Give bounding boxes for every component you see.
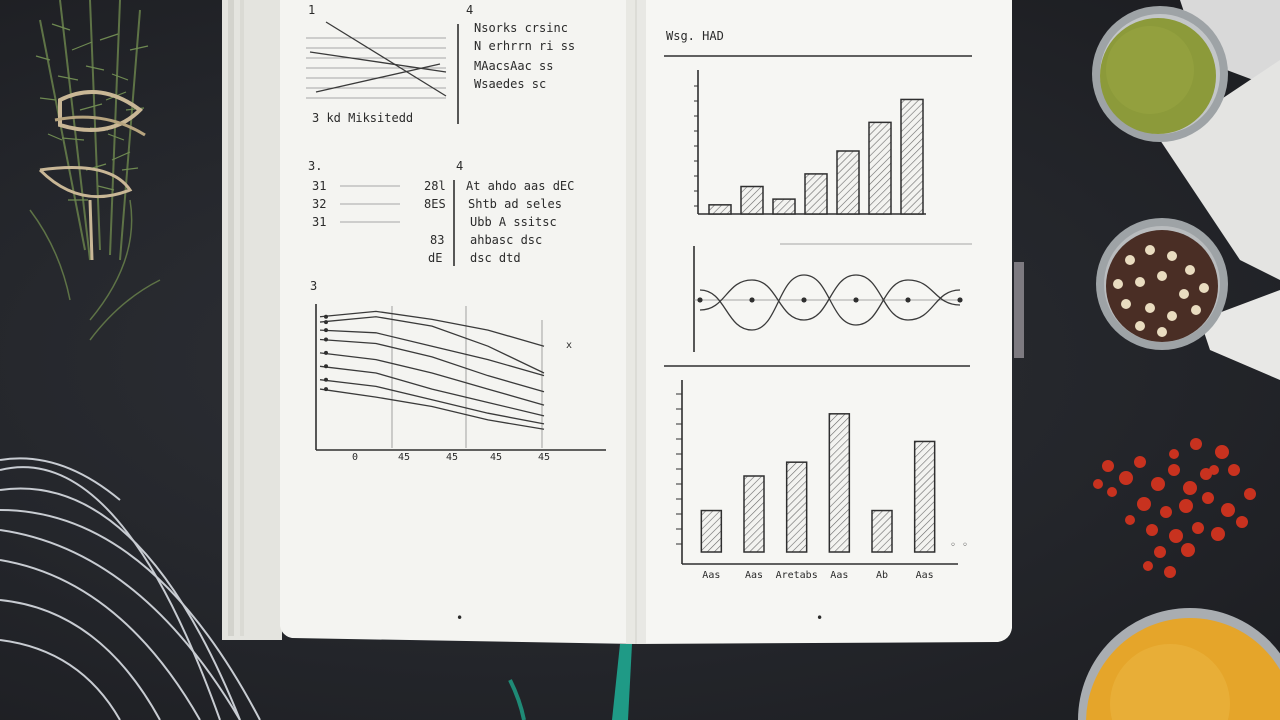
section-2-mid-1: 28l <box>424 179 446 193</box>
section-1-col-mark: 4 <box>466 3 474 17</box>
section-2-note-2: Shtb ad seles <box>468 197 562 211</box>
section-2-note-4: ahbasc dsc <box>470 233 543 247</box>
left-line-chart-x-tick: 0 <box>352 452 359 463</box>
left-line-chart-x-tick: 45 <box>398 452 411 463</box>
top-bar-chart-bar <box>805 174 827 214</box>
left-line-chart-point <box>324 387 328 391</box>
turmeric-bowl <box>1078 608 1280 720</box>
top-bar-chart-bar <box>869 122 891 214</box>
bottom-bar-chart-bar <box>872 511 892 552</box>
left-line-chart-note: x <box>566 340 573 351</box>
top-bar-chart-bar <box>741 187 763 214</box>
bottom-bar-chart-x-label: Aas <box>830 570 849 581</box>
bottom-bar-chart-x-label: Aretabs <box>775 570 818 581</box>
left-page-number: • <box>456 611 464 625</box>
section-2-code-1: 31 <box>312 179 327 193</box>
bottom-bar-chart-x-label: Aas <box>702 570 721 581</box>
wave-chart-point <box>958 298 963 303</box>
section-1-line-3: MAacsAac ss <box>474 59 554 73</box>
left-line-chart-point <box>324 364 328 368</box>
top-bar-chart-bar <box>773 199 795 214</box>
left-line-chart-point <box>324 320 328 324</box>
section-2-note-5: dsc dtd <box>470 251 521 265</box>
bottom-bar-chart-bar <box>787 462 807 552</box>
wave-chart-point <box>854 298 859 303</box>
measuring-cups <box>1092 0 1280 380</box>
left-line-chart-point <box>324 378 328 382</box>
section-2-end-code: dE <box>428 251 443 265</box>
section-2-code-3: 31 <box>312 215 327 229</box>
section-1-line-1: Nsorks crsinc <box>474 21 568 35</box>
bottom-bar-chart-bar <box>701 511 721 552</box>
section-2-number: 3. <box>308 159 323 173</box>
bottom-bar-chart-bar <box>915 441 935 552</box>
right-page-number: • <box>816 611 824 625</box>
svg-text:◦ ◦: ◦ ◦ <box>950 540 969 551</box>
wave-chart-point <box>698 298 703 303</box>
top-bar-chart-bar <box>837 151 859 214</box>
left-line-chart-x-tick: 45 <box>490 452 503 463</box>
section-2-mid-2: 8ES <box>424 197 446 211</box>
rosemary-bundle <box>30 0 160 340</box>
section-2-note-3: Ubb A ssitsc <box>470 215 557 229</box>
section-2-mid-3: 83 <box>430 233 445 247</box>
section-3-number: 3 <box>310 279 318 293</box>
section-1-number: 1 <box>308 3 316 17</box>
top-bar-chart-bar <box>901 99 923 214</box>
bottom-bar-chart-x-label: Aas <box>915 570 934 581</box>
bottom-bar-chart-x-label: Ab <box>875 570 889 581</box>
left-line-chart-point <box>324 328 328 332</box>
bottom-bar-chart-bar <box>744 476 764 552</box>
wave-chart-point <box>906 298 911 303</box>
left-line-chart-point <box>324 338 328 342</box>
section-2-code-2: 32 <box>312 197 327 211</box>
left-line-chart-point <box>324 315 328 319</box>
right-page-heading: Wsg. HAD <box>666 29 724 43</box>
wave-chart-point <box>750 298 755 303</box>
wave-chart-point <box>802 298 807 303</box>
section-2-note-1: At ahdo aas dEC <box>466 179 575 193</box>
left-line-chart-x-tick: 45 <box>446 452 459 463</box>
section-1-line-4: Wsaedes sc <box>474 77 547 91</box>
left-line-chart-point <box>324 351 328 355</box>
bottom-bar-chart-x-label: Aas <box>744 570 764 581</box>
top-bar-chart-bar <box>709 205 731 214</box>
left-line-chart-x-tick: 45 <box>538 452 551 463</box>
section-2-mark: 4 <box>456 159 464 173</box>
section-1-line-2: N erhrrn ri ss <box>474 39 576 53</box>
whisk <box>0 458 260 720</box>
section-1-line-5: 3 kd Miksitedd <box>312 111 414 125</box>
bookmark-ribbon <box>612 644 632 720</box>
chili-flakes <box>1093 438 1256 578</box>
bottom-bar-chart-bar <box>829 414 849 552</box>
